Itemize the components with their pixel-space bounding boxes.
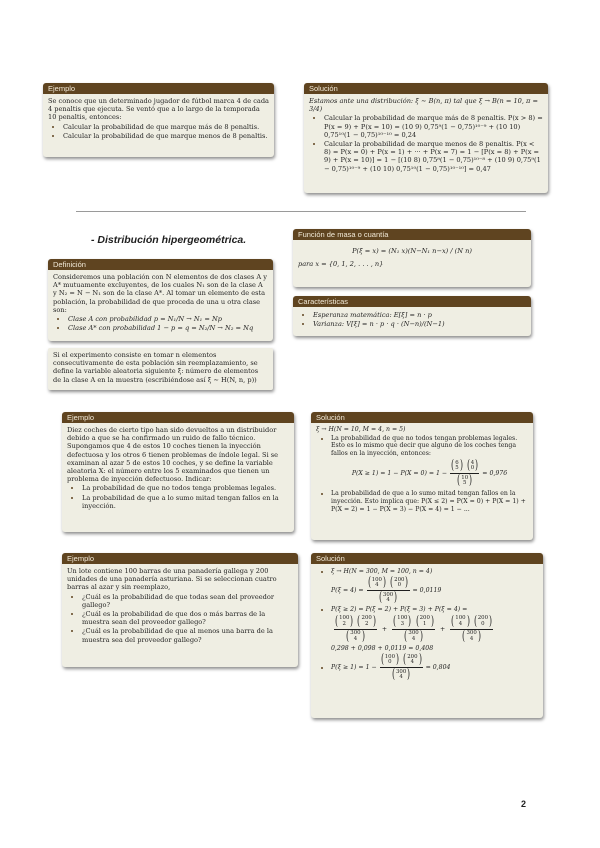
definition-title: Definición — [48, 259, 273, 270]
characteristics-box — [293, 296, 531, 336]
formula-right: = 0,804 — [425, 664, 451, 672]
binomial-coefficient: ( 100 4 ) — [367, 575, 387, 591]
solution-box-3 — [311, 553, 543, 718]
example-text-3: Un lote contiene 100 barras de una panadería gallega y 200 unidades de una panadería asturiana. Si se seleccionan cuatro barras al azar y sin reemplazo, — [67, 567, 277, 592]
binomial-coefficient: ( 300 4 ) — [404, 628, 423, 644]
formula-left: P(X ≥ 1) = 1 − P(X = 0) = 1 − — [351, 470, 448, 478]
binomial-fraction — [367, 577, 410, 604]
binomial-coefficient: ( 6 5 ) — [451, 458, 463, 474]
solution-title-3: Solución — [311, 553, 543, 564]
binomial-coefficient: ( 100 2 ) — [335, 613, 354, 629]
list-item — [331, 654, 538, 681]
formula-row — [331, 613, 538, 644]
list-item: • La probabilidad de que a lo sumo mitad tengan fallos en la inyección. Esto implica que: P(X ≤ 2) = P(X = 0) + P(X = 1) + P(X = 2) = 1 − P(X = 3) − P(X = 4) = 1 − ... — [331, 490, 528, 513]
binomial-coefficient: ( 200 0 ) — [473, 613, 493, 629]
fraction-denominator — [461, 630, 481, 643]
formula-left: P(ξ ≥ 2) = P(ξ = 2) + P(ξ = 3) + P(ξ = 4) = — [331, 606, 468, 614]
example-box-3 — [62, 553, 298, 667]
binomial-coefficient: ( 4 0 ) — [466, 458, 479, 474]
list-item: • La probabilidad de que a lo sumo mitad tengan fallos en la inyección. — [82, 494, 289, 510]
example-box-2 — [62, 412, 294, 532]
example-title-2: Ejemplo — [62, 412, 294, 423]
note-text: Si el experimento consiste en tomar n elementos consecutivamente de esta población sin reemplazamiento, se define la variable aleatoria siguiente ξ: número de elementos de la clase A en la muestra (escribiéndose así ξ ∼ H(N, n, p)) — [53, 351, 259, 384]
example-text-2: Diez coches de cierto tipo han sido devueltos a un distribuidor debido a que se ha confirmado un ruido de fallo técnico. Supongamos que 4 de estos 10 coches tienen la inyección defectuosa y los otros 6 tienen problemas de índole legal. Si se examinan al azar 5 de estos 10 coches, y se define la variable aleatoria X: el número entre los 5 examinados que tienen un problema de inyección defectuoso. Indicar: — [67, 426, 279, 484]
list-item — [331, 606, 538, 652]
binomial-coefficient: ( 300 4 ) — [462, 628, 481, 644]
fraction-numerator — [450, 613, 493, 630]
solution-list-1 — [309, 114, 543, 172]
solution-title-2: Solución — [311, 412, 533, 423]
definition-list — [53, 315, 268, 332]
list-item: • Clase A* con probabilidad 1 − p = q = N₂/N → N₂ = Nq — [68, 324, 268, 332]
binomial-coefficient: ( 200 0 ) — [390, 575, 409, 591]
list-item: • La probabilidad de que no todos tenga problemas legales. — [82, 484, 289, 492]
formula-row — [331, 577, 538, 604]
fraction-denominator — [403, 630, 423, 643]
fraction-denominator — [456, 474, 473, 487]
binomial-coefficient: ( 100 4 ) — [451, 613, 470, 629]
example-list-3 — [67, 593, 293, 644]
binomial-coefficient: ( 200 1 ) — [415, 613, 434, 629]
solution-list-3 — [316, 568, 538, 681]
formula-row — [331, 460, 528, 487]
binomial-fraction — [450, 460, 479, 487]
list-item: • Varianza: V[ξ] = n · p · q · (N−n)/(N−1) — [313, 320, 526, 328]
list-item: • Calcular la probabilidad de marque más de 8 penaltis. P(x > 8) = P(x = 9) + P(x = 10) = (10 9) 0,75⁹(1 − 0,75)¹⁰⁻⁹ + (10 10) 0,75¹⁰(1 − 0,75)¹⁰⁻¹⁰ = 0,24 — [324, 114, 543, 139]
example-list-2 — [67, 484, 289, 510]
fraction-denominator — [378, 591, 398, 604]
solution-intro-2: ξ → H(N = 10, M = 4, n = 5) — [316, 426, 406, 433]
mass-function-box — [293, 229, 531, 287]
example-text-1: Se conoce que un determinado jugador de fútbol marca 4 de cada 4 penaltis que ejecuta. Se ventó que a lo largo de la temporada 10 penaltis, entonces: — [48, 97, 269, 122]
definition-box — [48, 259, 273, 341]
characteristics-title: Características — [293, 296, 531, 307]
example-title-1: Ejemplo — [43, 83, 274, 94]
binomial-coefficient: ( 300 4 ) — [391, 667, 411, 683]
binomial-coefficient: ( 300 4 ) — [346, 628, 365, 644]
formula-result: 0,298 + 0,098 + 0,0119 = 0,408 — [331, 644, 434, 652]
divider — [76, 211, 526, 212]
binomial-fraction — [450, 613, 493, 644]
formula-row — [331, 654, 538, 681]
solution-intro-1: Estamos ante una distribución: ξ ∼ B(n, π) tal que ξ → B(n = 10, π = 3/4) — [309, 97, 538, 114]
definition-text: Consideremos una población con N elementos de dos clases A y A* mutuamente excluyentes, de los cuales N₁ son de la clase A y N₂ = N − N₁ son de la clase A*. Al tomar un elemento de esta población, la probabilidad de que proceda de una u otra clase son: — [53, 273, 267, 314]
binomial-fraction — [392, 613, 435, 644]
formula-right: = 0,0119 — [412, 587, 442, 595]
list-item: • ¿Cuál es la probabilidad de que todas sean del proveedor gallego? — [82, 593, 293, 609]
fraction-denominator — [391, 668, 411, 681]
list-item: • ¿Cuál es la probabilidad de que al menos una barra de la muestra sea del proveedor gallego? — [82, 627, 293, 643]
solution-box-2 — [311, 412, 533, 540]
binomial-fraction — [334, 613, 377, 644]
list-item — [331, 435, 528, 488]
characteristics-list — [298, 311, 526, 328]
example-box-1 — [43, 83, 274, 157]
binomial-coefficient: ( 100 0 ) — [380, 652, 400, 668]
section-title: - Distribución hipergeométrica. — [91, 234, 247, 246]
binomial-coefficient: ( 300 4 ) — [378, 590, 398, 606]
example-list-1 — [48, 123, 269, 140]
fraction-numerator — [450, 460, 479, 474]
list-item: • Calcular la probabilidad de marque menos de 8 penaltis. P(x < 8) = P(x = 0) + P(x = 1) + ··· + P(x = 7) = 1 − [P(x = 8) + P(x = 9) + P(x = 10)] = 1 − [(10 8) 0,75⁸(1 − 0,75)¹⁰⁻⁸ + (10 9) 0,75⁹(1 − 0,75)¹⁰⁻⁹ + (10 10) 0,75¹⁰(1 − 0,75)¹⁰⁻¹⁰] = 0,47 — [324, 140, 543, 173]
fraction-numerator — [380, 654, 423, 668]
mass-function-domain: para x = {0, 1, 2, . . . , n} — [298, 260, 384, 269]
solution-title-1: Solución — [304, 83, 548, 94]
fraction-numerator — [367, 577, 410, 591]
solution-box-1 — [304, 83, 548, 193]
formula-right: = 0,976 — [482, 470, 508, 478]
list-item: • ¿Cuál es la probabilidad de que dos o más barras de la muestra sean del proveedor gallego? — [82, 610, 293, 626]
binomial-coefficient: ( 100 3 ) — [393, 613, 412, 629]
formula-left: P(ξ = 4) = — [331, 587, 364, 595]
solution-item-text: La probabilidad de que no todos tengan problemas legales. Esto es lo mismo que decir que alguno de los coches tenga fallos en la inyección, entonces: — [331, 434, 518, 457]
list-item: • Esperanza matemática: E[ξ] = n · p — [313, 311, 526, 319]
binomial-coefficient: ( 10 5 ) — [457, 473, 473, 489]
plus-sign: + — [440, 625, 446, 633]
binomial-coefficient: ( 200 4 ) — [403, 652, 422, 668]
fraction-numerator — [392, 613, 435, 630]
hypergeometric-def: ξ → H(N = 300, M = 100, n = 4) — [331, 568, 433, 575]
mass-function-formula: P(ξ = x) = (N₁ x)(N−N₁ n−x) / (N n) — [352, 247, 472, 255]
list-item: • Calcular la probabilidad de que marque menos de 8 penaltis. — [63, 132, 269, 140]
formula-left: • P(ξ ≥ 1) = 1 − — [331, 664, 377, 672]
solution-list-2 — [316, 435, 528, 514]
page-number: 2 — [521, 799, 527, 809]
list-item — [331, 568, 538, 604]
list-item: • Clase A con probabilidad p = N₁/N → N₁ = Np — [68, 315, 268, 323]
plus-sign: + — [381, 625, 388, 633]
binomial-fraction — [380, 654, 423, 681]
note-box — [48, 348, 273, 390]
mass-function-title: Función de masa o cuantía — [293, 229, 531, 240]
list-item: • Calcular la probabilidad de que marque más de 8 penaltis. — [63, 123, 269, 131]
fraction-numerator — [334, 613, 377, 630]
binomial-coefficient: ( 200 2 ) — [357, 613, 376, 629]
example-title-3: Ejemplo — [62, 553, 298, 564]
fraction-denominator — [345, 630, 365, 643]
